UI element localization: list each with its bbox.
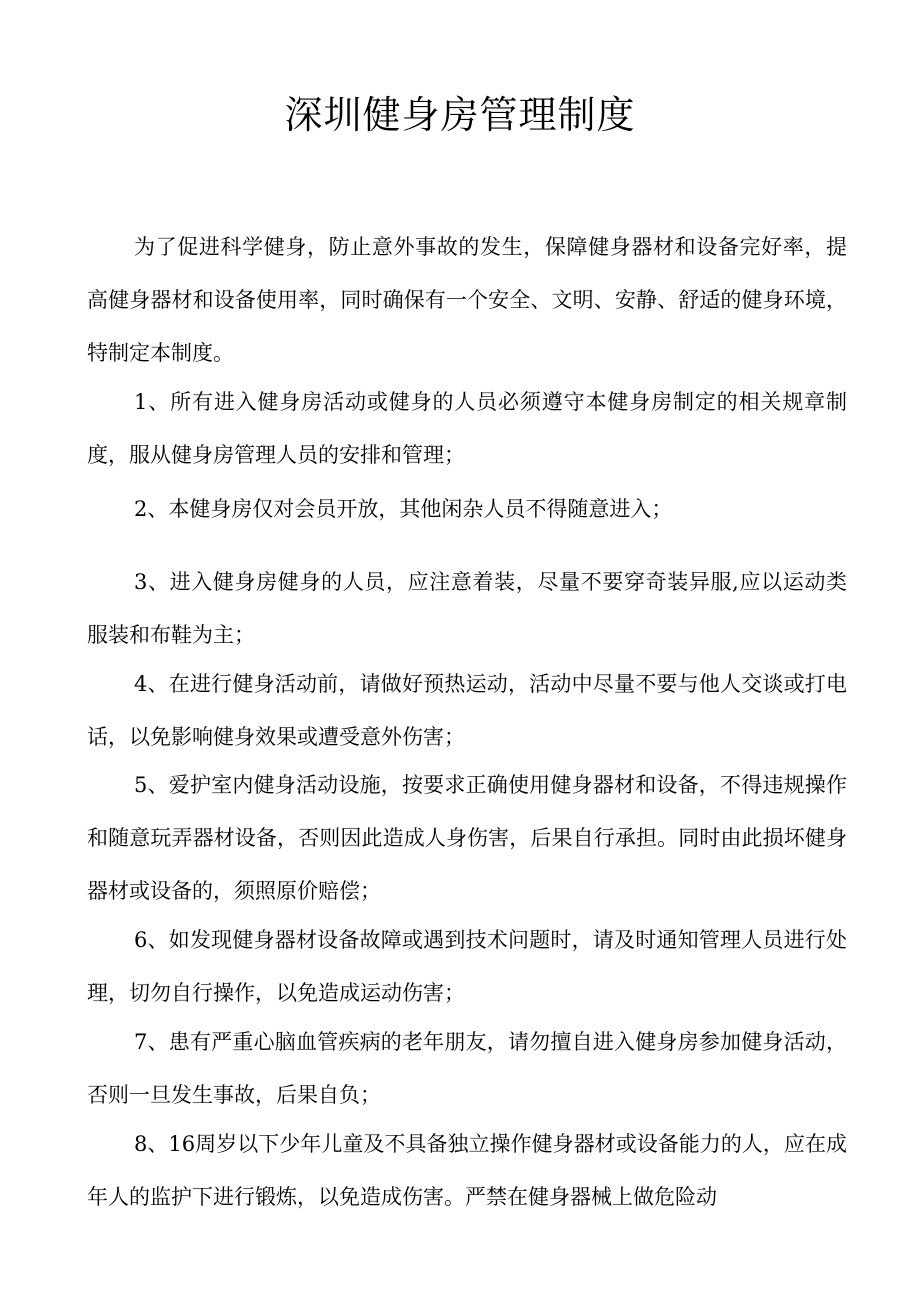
rule-5-paragraph: 5、爱护室内健身活动设施，按要求正确使用健身器材和设备，不得违规操作和随意玩弄器材设备，否则因此造成人身伤害，后果自行承担。同时由此损坏健身器材或设备的，须照原价赔偿；	[87, 773, 847, 903]
rule-2-paragraph: 2、本健身房仅对会员开放，其他闲杂人员不得随意进入；	[134, 497, 673, 521]
rule-1-paragraph: 1、所有进入健身房活动或健身的人员必须遵守本健身房制定的相关规章制度，服从健身房管理人员的安排和管理；	[87, 390, 847, 467]
rule-3-paragraph: 3、进入健身房健身的人员，应注意着装，尽量不要穿奇装异服,应以运动类服装和布鞋为主；	[87, 570, 847, 647]
intro-paragraph: 为了促进科学健身，防止意外事故的发生，保障健身器材和设备完好率，提高健身器材和设备使用率，同时确保有一个安全、文明、安静、舒适的健身环境，特制定本制度。	[87, 235, 847, 365]
document-title: 深圳健身房管理制度	[284, 93, 636, 137]
rule-8-paragraph: 8、16周岁以下少年儿童及不具备独立操作健身器材或设备能力的人，应在成年人的监护下进行锻炼，以免造成伤害。严禁在健身器械上做危险动	[87, 1132, 847, 1209]
rule-4-paragraph: 4、在进行健身活动前，请做好预热运动，活动中尽量不要与他人交谈或打电话，以免影响健身效果或遭受意外伤害；	[87, 672, 847, 749]
rule-7-paragraph: 7、患有严重心脑血管疾病的老年朋友，请勿擅自进入健身房参加健身活动，否则一旦发生事故，后果自负；	[87, 1030, 847, 1107]
rule-6-paragraph: 6、如发现健身器材设备故障或遇到技术问题时，请及时通知管理人员进行处理，切勿自行操作，以免造成运动伤害；	[87, 928, 847, 1005]
